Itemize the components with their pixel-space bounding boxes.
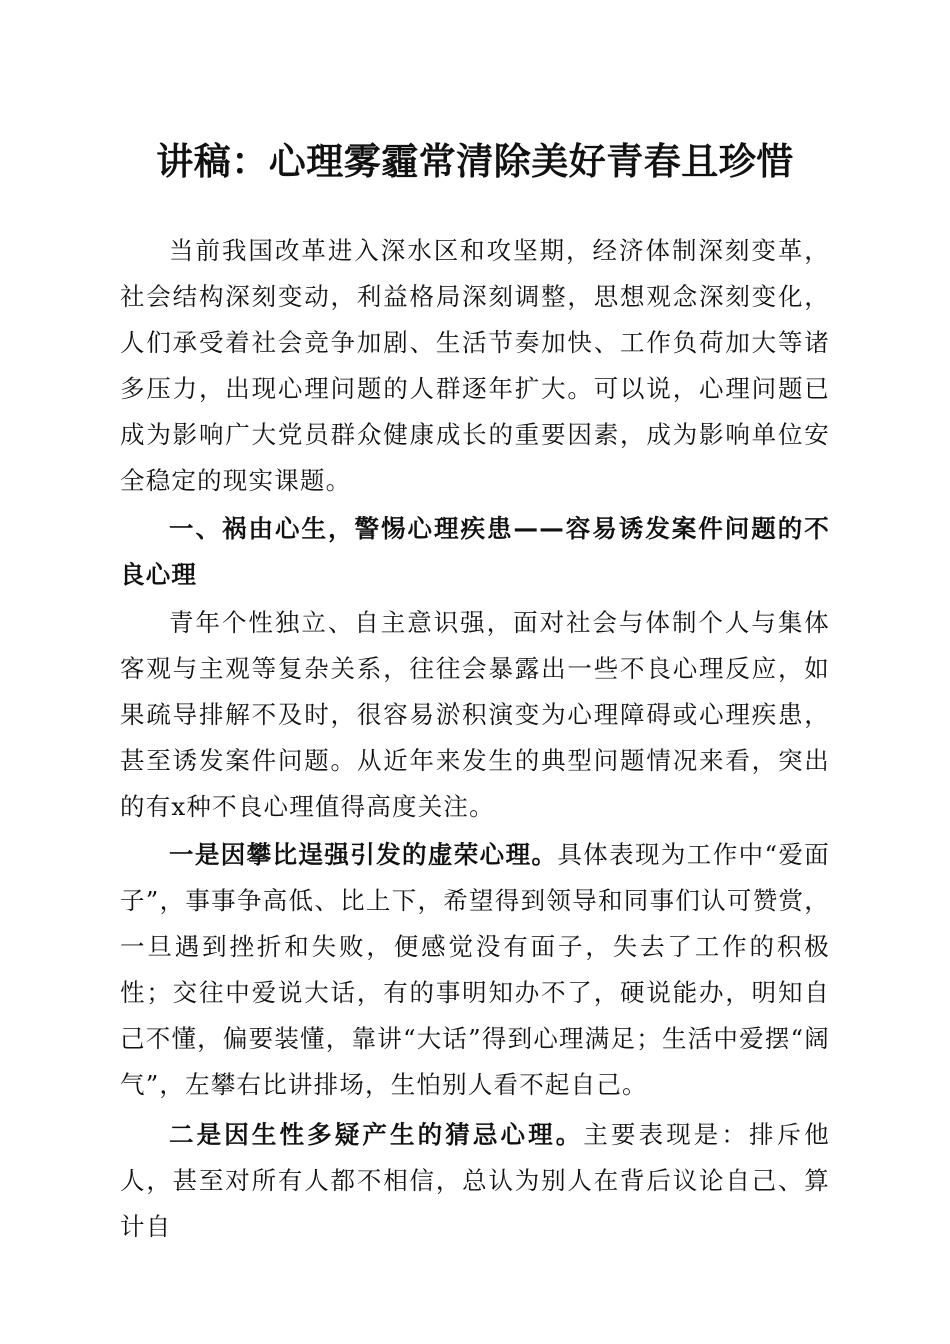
paragraph-text: 具体表现为工作中“爱面子”，事事争高低、比上下，希望得到领导和同事们认可赞赏，一旦遇到挫折和失败，便感觉没有面子，失去了工作的积极性；交往中爱说大话，有的事明知办不了，硬说能办，明知自己不懂，偏要装懂，靠讲“大话”得到心理满足；生活中爱摆“阔气”，左攀右比讲排场，生怕别人看不起自己。 <box>120 840 830 1099</box>
intro-paragraph: 当前我国改革进入深水区和攻坚期，经济体制深刻变革，社会结构深刻变动，利益格局深刻调整，思想观念深刻变化，人们承受着社会竞争加剧、生活节奏加快、工作负荷加大等诸多压力，出现心理问题的人群逐年扩大。可以说，心理问题已成为影响广大党员群众健康成长的重要因素，成为影响单位安全稳定的现实课题。 <box>120 236 830 495</box>
paragraph-lead: 一是因攀比逞强引发的虚荣心理。 <box>169 840 558 869</box>
body-paragraph <box>120 1112 830 1250</box>
document-title: 讲稿：心理雾霾常清除美好青春且珍惜 <box>156 140 794 183</box>
paragraph-lead: 二是因生性多疑产生的猜忌心理。 <box>169 1120 584 1149</box>
body-paragraph: 青年个性独立、自主意识强，面对社会与体制个人与集体客观与主观等复杂关系，往往会暴露出一些不良心理反应，如果疏导排解不及时，很容易淤积演变为心理障碍或心理疾患，甚至诱发案件问题。从近年来发生的典型问题情况来看，突出的有x种不良心理值得高度关注。 <box>120 608 830 821</box>
section-heading: 一、祸由心生，警惕心理疾患——容易诱发案件问题的不良心理 <box>120 514 830 589</box>
paragraph-text: 主要表现是：排斥他人，甚至对所有人都不相信，总认为别人在背后议论自己、算计自 <box>120 1120 830 1241</box>
body-paragraph <box>120 832 830 1108</box>
document-body <box>120 228 830 1250</box>
